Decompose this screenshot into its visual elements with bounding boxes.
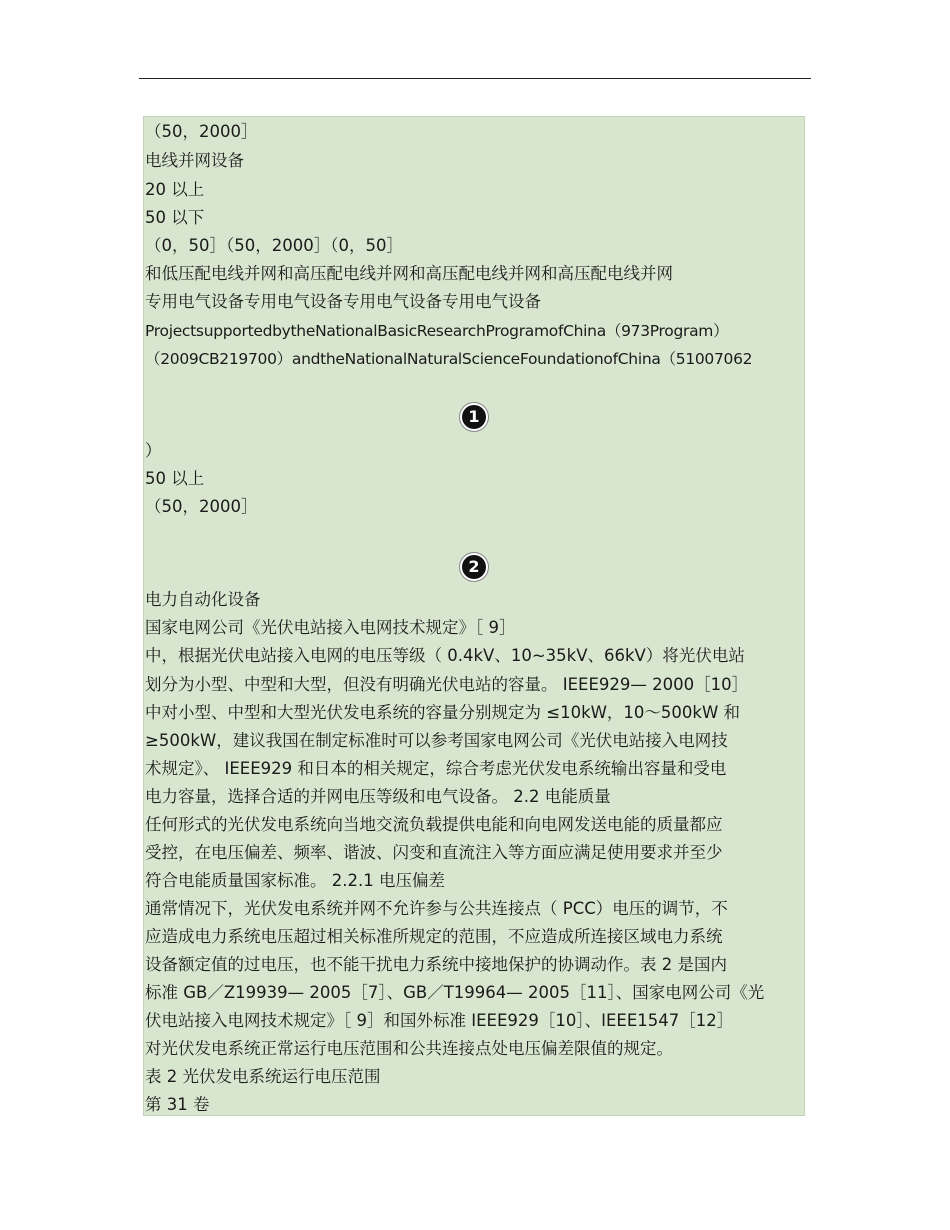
text-line-14: 国家电网公司《光伏电站接入电网技术规定》［ 9］ [145,618,516,637]
text-line-22: 受控，在电压偏差、频率、谐波、闪变和直流注入等方面应满足使用要求并至少 [145,843,723,862]
text-line-8: ProjectsupportedbytheNationalBasicResearchProgramofChina（973Program） [145,322,729,340]
text-line-9: （2009CB219700）andtheNationalNaturalScienceFoundationofChina（51007062 [145,350,753,368]
text-line-29: 对光伏发电系统正常运行电压范围和公共连接点处电压偏差限值的规定。 [145,1039,673,1058]
text-line-6: 和低压配电线并网和高压配电线并网和高压配电线并网和高压配电线并网 [145,264,673,283]
text-line-18: ≥500kW，建议我国在制定标准时可以参考国家电网公司《光伏电站接入电网技 [145,731,728,750]
text-line-25: 应造成电力系统电压超过相关标准所规定的范围，不应造成所连接区域电力系统 [145,927,723,946]
text-line-16: 划分为小型、中型和大型，但没有明确光伏电站的容量。 IEEE929— 2000［10］ [145,675,749,694]
text-line-27: 标准 GB／Z19939— 2005［7］、GB／T19964— 2005［11］、国家电网公司《光 [145,983,765,1002]
header-rule [139,78,811,79]
text-line-11: 50 以上 [145,469,205,488]
text-line-23: 符合电能质量国家标准。 2.2.1 电压偏差 [145,871,445,890]
circled-number-one-icon: 1 [462,405,486,429]
text-line-31: 第 31 卷 [145,1095,210,1114]
text-line-17: 中对小型、中型和大型光伏发电系统的容量分别规定为 ≤10kW，10～500kW 和 [145,703,741,722]
text-line-10: ） [145,441,162,460]
text-line-26: 设备额定值的过电压，也不能干扰电力系统中接地保护的协调动作。表 2 是国内 [145,955,727,974]
text-line-30: 表 2 光伏发电系统运行电压范围 [145,1067,381,1086]
text-line-1: （50，2000］ [145,122,258,141]
text-line-21: 任何形式的光伏发电系统向当地交流负载提供电能和向电网发送电能的质量都应 [145,815,723,834]
text-line-4: 50 以下 [145,208,205,227]
text-line-15: 中，根据光伏电站接入电网的电压等级（ 0.4kV、10~35kV、66kV）将光伏电站 [145,646,745,665]
text-line-3: 20 以上 [145,180,205,199]
text-line-12: （50，2000］ [145,497,258,516]
text-line-24: 通常情况下，光伏发电系统并网不允许参与公共连接点（ PCC）电压的调节，不 [145,899,728,918]
text-line-2: 电线并网设备 [145,151,244,170]
text-line-28: 伏电站接入电网技术规定》［ 9］和国外标准 IEEE929［10］、IEEE1547［12］ [145,1011,734,1030]
text-line-13: 电力自动化设备 [145,590,261,609]
text-line-7: 专用电气设备专用电气设备专用电气设备专用电气设备 [145,292,541,311]
text-line-20: 电力容量，选择合适的并网电压等级和电气设备。 2.2 电能质量 [145,787,611,806]
text-line-19: 术规定》、 IEEE929 和日本的相关规定，综合考虑光伏发电系统输出容量和受电 [145,759,727,778]
text-line-5: （0，50］（50，2000］（0，50］ [145,236,403,255]
circled-number-two-icon: 2 [462,555,486,579]
